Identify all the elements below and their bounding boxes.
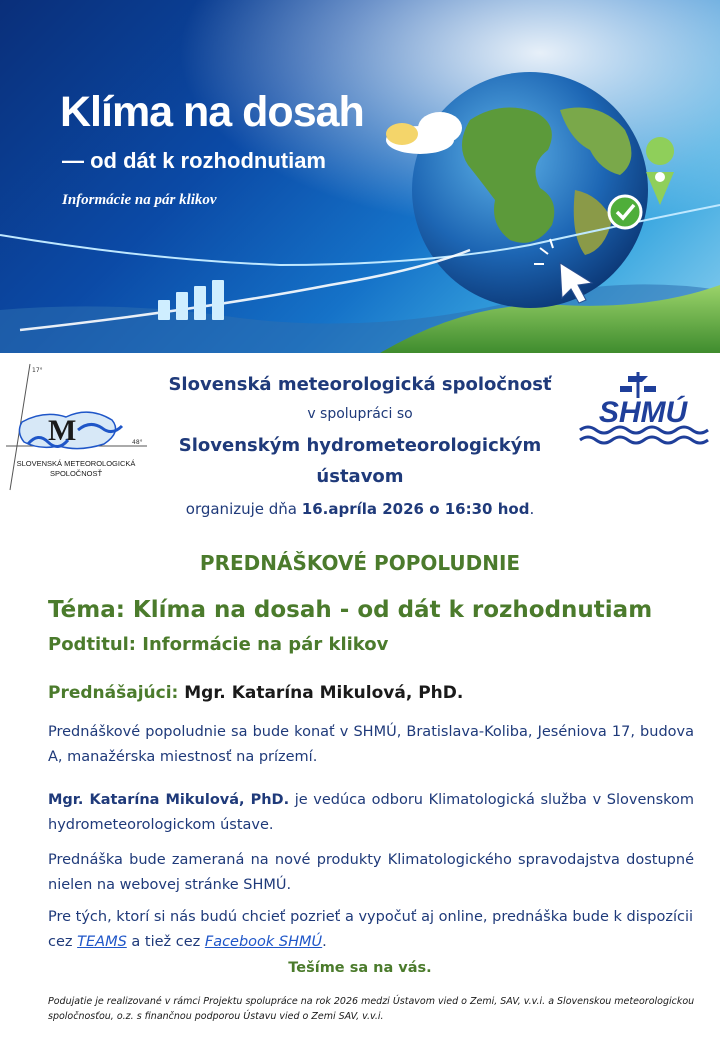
sms-m-mark: M [48, 414, 77, 447]
collaboration-text: v spolupráci so [307, 406, 413, 422]
facebook-link[interactable]: Facebook SHMÚ [204, 934, 323, 950]
speaker-bio-paragraph: Mgr. Katarína Mikulová, PhD. je vedúca odboru Klimatologická služba v Slovenskom hydrometeorologickom ústave. [48, 792, 694, 833]
partner-name: Slovenským hydrometeorologickým ústavom [178, 435, 542, 487]
svg-text:SHMÚ: SHMÚ [598, 396, 688, 429]
event-subtitle: Podtitul: Informácie na pár klikov [48, 634, 389, 655]
banner-title: Klíma na dosah [60, 88, 364, 136]
teams-link[interactable]: TEAMS [77, 934, 127, 950]
sms-logo [4, 362, 149, 492]
event-date-line: organizuje dňa 16.apríla 2026 o 16:30 hod. [185, 500, 535, 518]
check-badge-icon [609, 196, 641, 228]
funding-footnote: Podujatie je realizované v rámci Projektu spolupráce na rok 2026 medzi Ústavom vied o Zemi, SAV, v.v.i. a Slovenskou meteorologickou spoločnosťou, o.z. s finančnou podporou Ústavu vied o Zemi SAV, v.v.i. [48, 996, 695, 1022]
svg-text:SPOLOČNOSŤ: SPOLOČNOSŤ [49, 469, 103, 478]
svg-text:48°: 48° [132, 439, 143, 446]
svg-text:17°: 17° [32, 367, 43, 374]
speaker-name: Mgr. Katarína Mikulová, PhD. [184, 683, 464, 703]
event-theme: Téma: Klíma na dosah - od dát k rozhodnutiam [48, 597, 653, 623]
topic-paragraph: Prednáška bude zameraná na nové produkty Klimatologického spravodajstva dostupné nielen na webovej stránke SHMÚ. [48, 852, 694, 893]
banner-tagline: Informácie na pár klikov [62, 192, 217, 208]
closing-text: Tešíme sa na vás. [288, 960, 432, 976]
banner-illustration [0, 0, 720, 353]
banner-subtitle: — od dát k rozhodnutiam [62, 148, 326, 173]
svg-text:SLOVENSKÁ METEOROLOGICKÁ: SLOVENSKÁ METEOROLOGICKÁ [16, 459, 136, 468]
venue-paragraph: Prednáškové popoludnie sa bude konať v SHMÚ, Bratislava-Koliba, Jeséniova 17, budova A, manažérska miestnosť na prízemí. [48, 724, 694, 765]
speaker-line [48, 683, 463, 703]
event-date: 16.apríla 2026 o 16:30 hod [301, 500, 530, 518]
hero-banner [0, 0, 720, 353]
online-paragraph: Pre tých, ktorí si nás budú chcieť pozrieť a vypočuť aj online, prednáška bude k dispozícii cez TEAMS a tiež cez Facebook SHMÚ. [48, 909, 694, 950]
shmu-logo [576, 368, 710, 452]
organizer-name: Slovenská meteorologická spoločnosť [168, 374, 552, 395]
speaker-label: Prednášajúci: [48, 683, 185, 703]
event-heading: PREDNÁŠKOVÉ POPOLUDNIE [199, 551, 521, 575]
